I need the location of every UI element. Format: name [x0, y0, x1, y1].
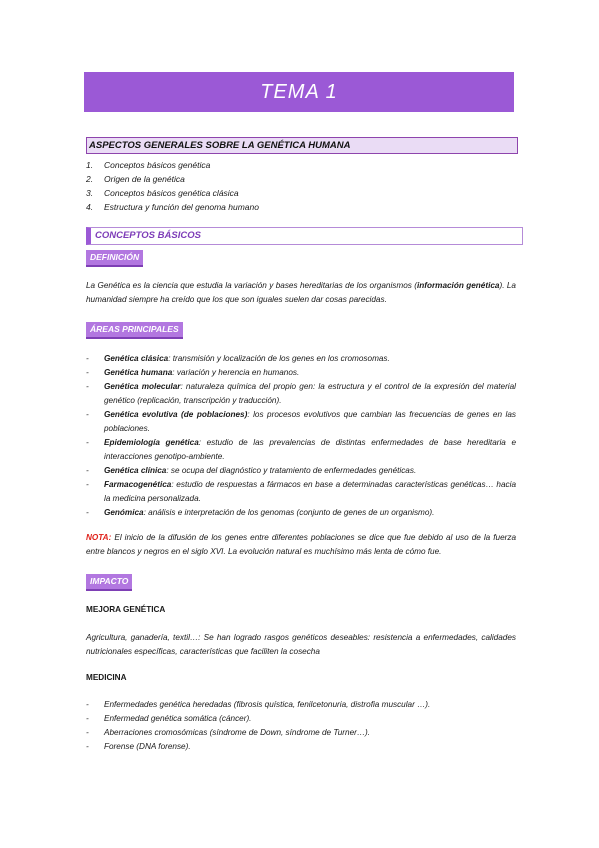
- list-item: - Farmacogenética: estudio de respuestas a fármacos en base a determinadas características genéticas… hacia la medicina personalizada.: [86, 480, 516, 503]
- list-item: - Genómica: análisis e interpretación de los genomas (conjunto de genes de un organismo).: [86, 508, 435, 517]
- section-heading-main: ASPECTOS GENERALES SOBRE LA GENÉTICA HUMANA: [86, 137, 518, 154]
- mejora-heading: MEJORA GENÉTICA: [86, 605, 166, 614]
- areas-list: [86, 352, 516, 520]
- page-title: TEMA 1: [260, 80, 338, 103]
- nota-paragraph: NOTA: El inicio de la difusión de los genes entre diferentes poblaciones se dice que fue debido al uso de la fuerza entre blancos y negros en el siglo XVI. La evolución natural es muchísimo más lenta de cómo fue.: [86, 533, 516, 556]
- impact-tag: IMPACTO: [86, 574, 132, 591]
- list-item: - Genética clínica: se ocupa del diagnóstico y tratamiento de enfermedades genéticas.: [86, 466, 417, 475]
- title-banner: [84, 72, 514, 112]
- definition-tag: DEFINICIÓN: [86, 250, 143, 267]
- index-item: 4. Estructura y función del genoma humano: [86, 202, 259, 212]
- definition-paragraph: La Genética es la ciencia que estudia la variación y bases hereditarias de los organismos (información genética). La humanidad siempre ha creído que los que son iguales suelen dar cosas parecidas.: [86, 281, 516, 304]
- mejora-paragraph: Agricultura, ganadería, textil…: Se han logrado rasgos genéticos deseables: resistencia a enfermedades, calidades nutricionales específicas, características que faciliten la cosecha: [86, 633, 516, 656]
- list-item: - Genética evolutiva (de poblaciones): los procesos evolutivos que cambian las frecuencias de genes en las poblaciones.: [86, 410, 516, 433]
- section-heading-concepts: CONCEPTOS BÁSICOS: [86, 227, 523, 245]
- list-item: - Genética clásica: transmisión y localización de los genes en los cromosomas.: [86, 354, 390, 363]
- list-item: - Enfermedades genética heredadas (fibrosis quística, fenilcetonuria, distrofia muscular …).: [86, 700, 431, 709]
- list-item: - Aberraciones cromosómicas (síndrome de Down, síndrome de Turner…).: [86, 728, 371, 737]
- index-item: 1. Conceptos básicos genética: [86, 160, 211, 170]
- list-item: - Forense (DNA forense).: [86, 742, 191, 751]
- index-item: 2. Origen de la genética: [86, 174, 185, 184]
- list-item: - Epidemiología genética: estudio de las prevalencias de distintas enfermedades de base hereditaria e interacciones genotipo-ambiente.: [86, 438, 517, 461]
- medicina-heading: MEDICINA: [86, 673, 127, 682]
- topic-index: [86, 158, 259, 214]
- medicina-list: [86, 698, 516, 754]
- list-item: - Genética humana: variación y herencia en humanos.: [86, 368, 300, 377]
- list-item: - Enfermedad genética somática (cáncer).: [86, 714, 252, 723]
- list-item: - Genética molecular: naturaleza química del propio gen: la estructura y el control de la expresión del material genético (replicación, transcripción y traducción).: [86, 382, 517, 405]
- index-item: 3. Conceptos básicos genética clásica: [86, 188, 239, 198]
- areas-tag: ÁREAS PRINCIPALES: [86, 322, 183, 339]
